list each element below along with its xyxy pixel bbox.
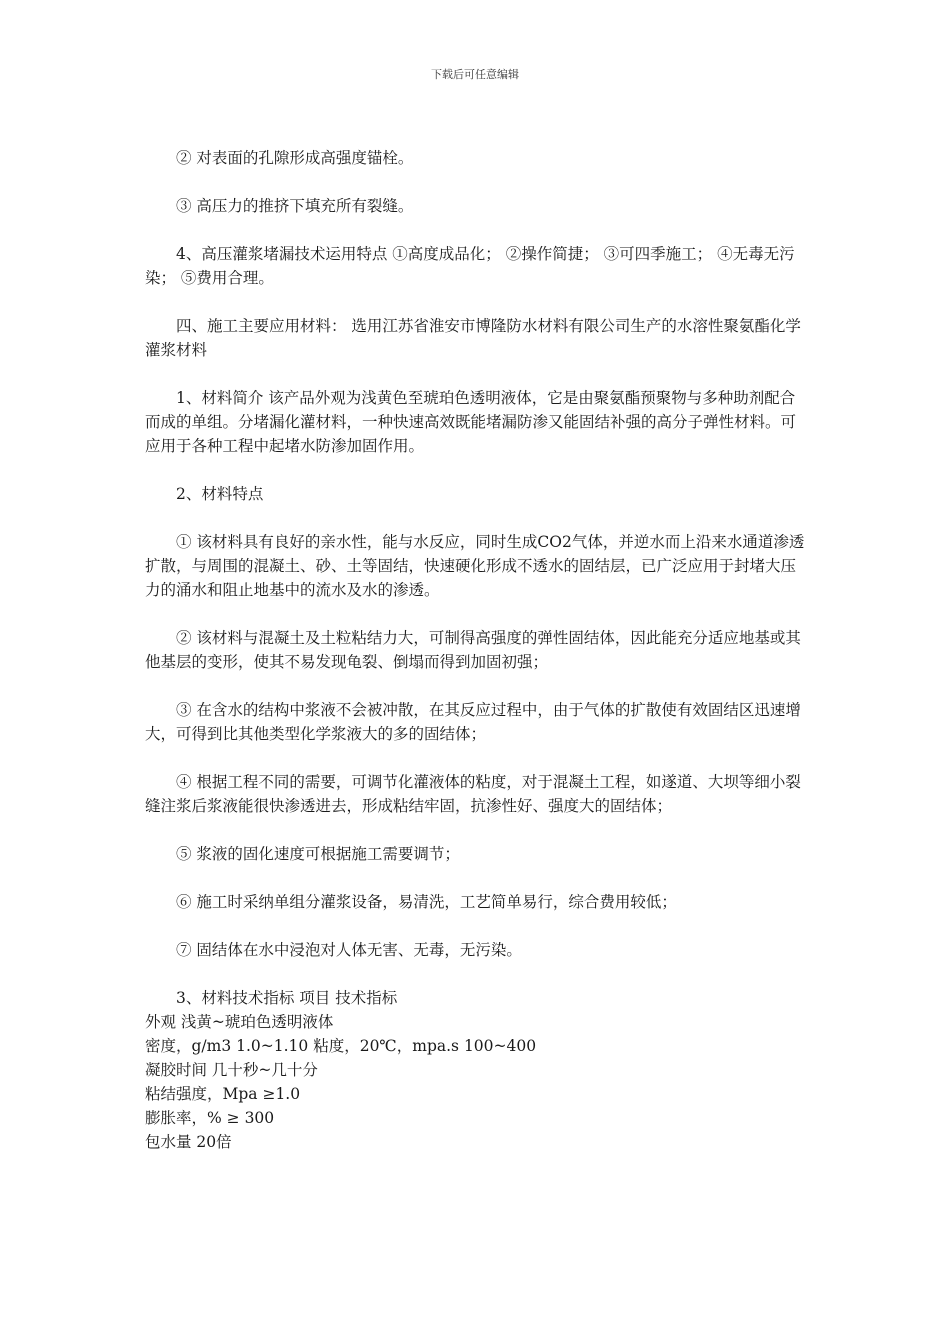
spec-title: 3、材料技术指标 项目 技术指标 — [176, 989, 398, 1007]
paragraph: ⑦ 固结体在水中浸泡对人体无害、无毒，无污染。 — [176, 941, 522, 959]
spec-line: 粘结强度，Mpa ≥1.0 — [145, 1085, 301, 1103]
spec-line: 凝胶时间 几十秒~几十分 — [145, 1061, 318, 1079]
paragraph: 2、材料特点 — [176, 485, 264, 503]
paragraph: ⑤ 浆液的固化速度可根据施工需要调节； — [176, 845, 460, 863]
paragraph: ③ 在含水的结构中浆液不会被冲散，在其反应过程中，由于气体的扩散使有效固结区迅速增大，可得到比其他类型化学浆液大的多的固结体； — [145, 701, 801, 743]
paragraph: ⑥ 施工时采纳单组分灌浆设备，易清洗，工艺简单易行，综合费用较低； — [176, 893, 677, 911]
paragraph: 四、施工主要应用材料： 选用江苏省淮安市博隆防水材料有限公司生产的水溶性聚氨酯化学灌浆材料 — [145, 317, 801, 359]
paragraph: ② 该材料与混凝土及土粒粘结力大，可制得高强度的弹性固结体，因此能充分适应地基或其他基层的变形，使其不易发现龟裂、倒塌而得到加固初强； — [145, 629, 801, 671]
paragraph: ④ 根据工程不同的需要，可调节化灌液体的粘度，对于混凝土工程，如遂道、大坝等细小裂缝注浆后浆液能很快渗透进去，形成粘结牢固，抗渗性好、强度大的固结体； — [145, 773, 801, 815]
paragraph: 4、高压灌浆堵漏技术运用特点 ①高度成品化； ②操作简捷； ③可四季施工； ④无毒无污染； ⑤费用合理。 — [145, 245, 795, 287]
spec-line: 密度，g/m3 1.0~1.10 粘度，20℃，mpa.s 100~400 — [145, 1037, 537, 1055]
page-header: 下载后可任意编辑 — [431, 68, 519, 81]
paragraph: ③ 高压力的推挤下填充所有裂缝。 — [176, 197, 414, 215]
spec-section — [145, 986, 805, 1154]
paragraph: ② 对表面的孔隙形成高强度锚栓。 — [176, 149, 414, 167]
paragraph: ① 该材料具有良好的亲水性，能与水反应，同时生成CO2气体，并逆水而上沿来水通道渗透扩散，与周围的混凝土、砂、土等固结，快速硬化形成不透水的固结层，已广泛应用于封堵大压力的涌水和阻止地基中的流水及水的渗透。 — [145, 533, 805, 599]
paragraph: 1、材料简介 该产品外观为浅黄色至琥珀色透明液体，它是由聚氨酯预聚物与多种助剂配合而成的单组。分堵漏化灌材料，一种快速高效既能堵漏防渗又能固结补强的高分子弹性材料。可应用于各种工程中起堵水防渗加固作用。 — [145, 389, 797, 455]
spec-line: 膨胀率，% ≥ 300 — [145, 1109, 275, 1127]
document-body — [145, 146, 805, 1154]
spec-line: 外观 浅黄~琥珀色透明液体 — [145, 1013, 334, 1031]
spec-line: 包水量 20倍 — [145, 1133, 232, 1151]
